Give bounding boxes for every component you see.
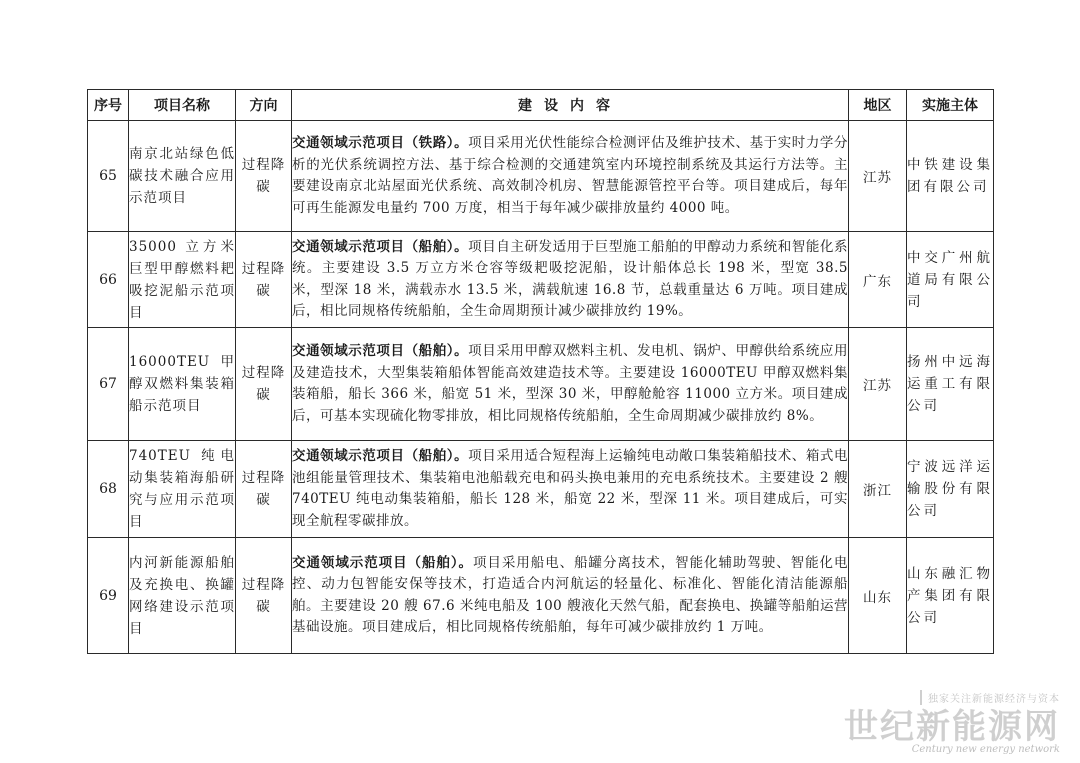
project-entity: 扬州中远海运重工有限公司 xyxy=(907,328,994,441)
row-index: 66 xyxy=(88,232,129,328)
header-content: 建设内容 xyxy=(292,90,849,121)
header-index: 序号 xyxy=(88,90,129,121)
header-name: 项目名称 xyxy=(129,90,236,121)
project-content-text: 项目采用船电、船罐分离技术，智能化辅助驾驶、智能化电控、动力包智能安保等技术，打造适合内河航运的轻量化、标准化、智能化清洁能源船舶。主要建设 20 艘 67.6 米纯电船及 100 艘液化天然气船，配套换电、换罐等船舶运营基础设施。项目建成后，相比同规格传统船舶，每年可减少碳排放约 1 万吨。 xyxy=(292,554,849,635)
table-header-row xyxy=(88,90,994,121)
project-direction: 过程降碳 xyxy=(236,538,292,654)
project-type-label: 交通领域示范项目（船舶）。 xyxy=(292,343,469,359)
project-direction: 过程降碳 xyxy=(236,328,292,441)
project-region: 广东 xyxy=(849,232,907,328)
row-index: 68 xyxy=(88,441,129,538)
project-type-label: 交通领域示范项目（船舶）。 xyxy=(292,554,473,571)
project-content-text: 项目采用适合短程海上运输纯电动敞口集装箱船技术、箱式电池组能量管理技术、集装箱电池船载充电和码头换电兼用的充电系统技术。主要建设 2 艘 740TEU 纯电动集装箱船，船长 128 米，船宽 22 米，型深 11 米。项目建成后，可实现全航程零碳排放。 xyxy=(292,448,849,529)
project-entity: 宁波远洋运输股份有限公司 xyxy=(907,441,994,538)
project-direction: 过程降碳 xyxy=(236,232,292,328)
table-row xyxy=(88,328,994,441)
watermark xyxy=(822,687,1060,755)
project-region: 江苏 xyxy=(849,328,907,441)
header-direction: 方向 xyxy=(236,90,292,121)
project-content xyxy=(292,441,849,538)
project-name: 35000 立方米巨型甲醇燃料耙吸挖泥船示范项目 xyxy=(129,232,236,328)
project-content-text: 项目采用甲醇双燃料主机、发电机、锅炉、甲醇供给系统应用及建造技术，大型集装箱船体智能高效建造技术等。主要建设 16000TEU 甲醇双燃料集装箱船，船长 366 米，船宽 51 米，型深 30 米，甲醇舱舱容 11000 立方米。项目建成后，可基本实现硫化物零排放，相比同规格传统船舶，全生命周期减少碳排放约 8%。 xyxy=(292,343,849,424)
project-type-label: 交通领域示范项目（船舶）。 xyxy=(292,238,469,255)
project-name: 740TEU 纯电动集装箱海船研究与应用示范项目 xyxy=(129,441,236,538)
row-index: 67 xyxy=(88,328,129,441)
watermark-tagline: 独家关注新能源经济与资本 xyxy=(920,690,1060,705)
project-name: 南京北站绿色低碳技术融合应用示范项目 xyxy=(129,121,236,232)
project-type-label: 交通领域示范项目（船舶）。 xyxy=(292,448,469,464)
watermark-logo-text: 世纪新能源网 xyxy=(844,707,1060,747)
project-content xyxy=(292,232,849,328)
table-row xyxy=(88,441,994,538)
table-row xyxy=(88,538,994,654)
table-row xyxy=(88,232,994,328)
row-index: 65 xyxy=(88,121,129,232)
project-content-text: 项目自主研发适用于巨型施工船舶的甲醇动力系统和智能化系统。主要建设 3.5 万立方米仓容等级耙吸挖泥船，设计船体总长 198 米，型宽 38.5 米，型深 18 米，满载赤水 13.5 米，满载航速 16.8 节，总载重量达 6 万吨。项目建成后，相比同规格传统船舶，全生命周期预计减少碳排放约 19%。 xyxy=(292,238,849,319)
project-name: 16000TEU 甲醇双燃料集装箱船示范项目 xyxy=(129,328,236,441)
project-direction: 过程降碳 xyxy=(236,441,292,538)
header-region: 地区 xyxy=(849,90,907,121)
projects-table xyxy=(87,89,994,654)
project-region: 浙江 xyxy=(849,441,907,538)
project-content xyxy=(292,121,849,232)
row-index: 69 xyxy=(88,538,129,654)
project-type-label: 交通领域示范项目（铁路）。 xyxy=(292,135,469,151)
project-entity: 山东融汇物产集团有限公司 xyxy=(907,538,994,654)
project-direction: 过程降碳 xyxy=(236,121,292,232)
watermark-subtitle: Century new energy network xyxy=(911,744,1060,755)
project-region: 江苏 xyxy=(849,121,907,232)
project-content xyxy=(292,538,849,654)
project-entity: 中交广州航道局有限公司 xyxy=(907,232,994,328)
project-name: 内河新能源船舶及充换电、换罐网络建设示范项目 xyxy=(129,538,236,654)
table-row xyxy=(88,121,994,232)
project-entity: 中铁建设集团有限公司 xyxy=(907,121,994,232)
project-region: 山东 xyxy=(849,538,907,654)
project-content-text: 项目采用光伏性能综合检测评估及维护技术、基于实时力学分析的光伏系统调控方法、基于综合检测的交通建筑室内环境控制系统及其运行方法等。主要建设南京北站屋面光伏系统、高效制冷机房、智慧能源管控平台等。项目建成后，每年可再生能源发电量约 700 万度，相当于每年减少碳排放量约 4000 吨。 xyxy=(292,135,849,216)
project-content xyxy=(292,328,849,441)
header-entity: 实施主体 xyxy=(907,90,994,121)
